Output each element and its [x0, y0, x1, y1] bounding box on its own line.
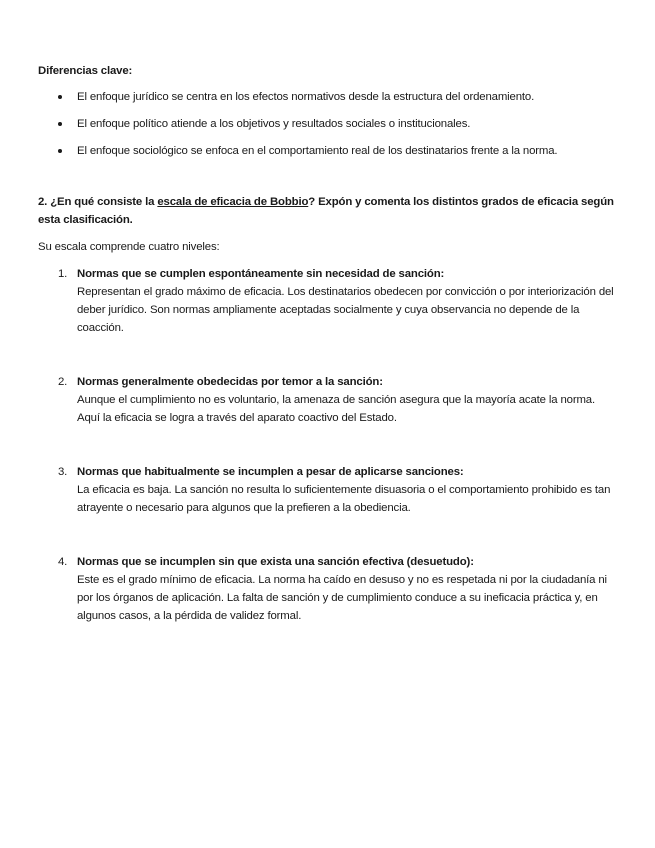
level-item [38, 265, 620, 337]
level-item [38, 373, 620, 427]
level-text: Este es el grado mínimo de eficacia. La norma ha caído en desuso y no es respetada ni por la ciudadanía ni por los órganos de aplicación. La falta de sanción y de cumplimiento conduce a su ineficacia práctica y, en algunos casos, a la pérdida de validez formal. [77, 574, 607, 622]
level-title: Normas que se incumplen sin que exista una sanción efectiva (desuetudo): [77, 556, 474, 568]
level-text: La eficacia es baja. La sanción no resulta lo suficientemente disuasoria o el comportamiento prohibido es tan atrayente o necesario para algunos que la prefieren a la obediencia. [77, 484, 611, 514]
level-text: Representan el grado máximo de eficacia. Los destinatarios obedecen por convicción o por interiorización del deber jurídico. Son normas ampliamente aceptadas socialmente y cuya observancia no depende de la coacción. [77, 286, 614, 334]
level-number: 1. [58, 268, 68, 280]
document-page [38, 62, 620, 661]
level-item [38, 463, 620, 517]
level-number: 2. [58, 376, 68, 388]
level-title: Normas que se cumplen espontáneamente sin necesidad de sanción: [77, 268, 445, 280]
question-heading [38, 193, 620, 229]
list-item [38, 142, 620, 160]
levels-list [38, 265, 620, 625]
level-title: Normas generalmente obedecidas por temor a la sanción: [77, 376, 383, 388]
level-item [38, 553, 620, 625]
list-item [38, 88, 620, 106]
level-number: 3. [58, 466, 68, 478]
question-prefix: 2. ¿En qué consiste la [38, 196, 158, 208]
bullet-icon [58, 95, 62, 99]
section-heading: Diferencias clave: [38, 65, 133, 77]
level-text: Aunque el cumplimiento no es voluntario, la amenaza de sanción asegura que la mayoría acate la norma. Aquí la eficacia se logra a través del aparato coactivo del Estado. [77, 394, 595, 424]
list-item-text: El enfoque sociológico se enfoca en el comportamiento real de los destinatarios frente a la norma. [77, 145, 558, 157]
level-number: 4. [58, 556, 68, 568]
level-title: Normas que habitualmente se incumplen a pesar de aplicarse sanciones: [77, 466, 464, 478]
list-item [38, 115, 620, 133]
differences-list [38, 88, 620, 160]
list-item-text: El enfoque jurídico se centra en los efectos normativos desde la estructura del ordenamiento. [77, 91, 535, 103]
intro-paragraph: Su escala comprende cuatro niveles: [38, 241, 220, 253]
bullet-icon [58, 149, 62, 153]
question-suffix: ? Expón y comenta los distintos grados de eficacia según esta clasificación. [38, 196, 614, 226]
bullet-icon [58, 122, 62, 126]
question-underlined-term: escala de eficacia de Bobbio [157, 196, 309, 208]
list-item-text: El enfoque político atiende a los objetivos y resultados sociales o institucionales. [77, 118, 471, 130]
